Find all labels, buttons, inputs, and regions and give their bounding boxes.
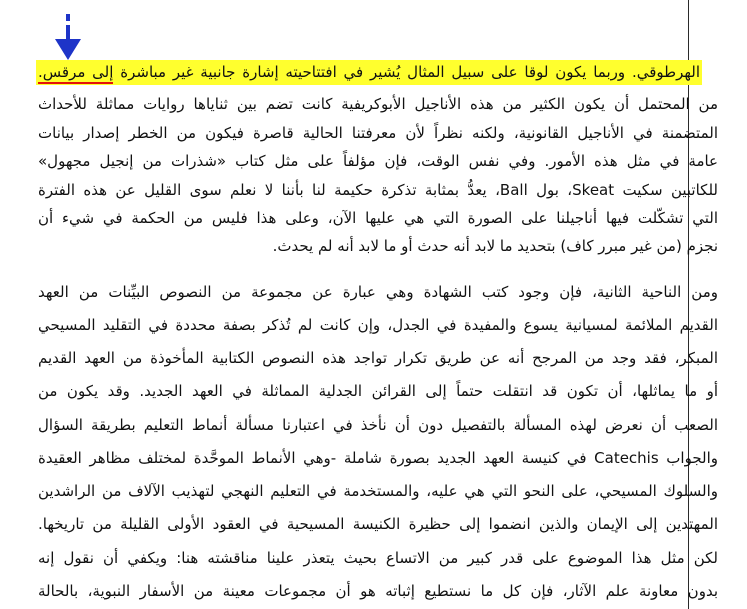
text-line: بدون معاونة علم الآثار، فإن كل ما نستطيع إثباته هو أن مجموعات معينة من الأسفار النبوية، بالحالة [38,582,718,600]
text-line: المبكر، فقد وجد من المرجح أنه عن طريق تكرار تواجد هذه النصوص الكتابية المأخوذة من العهد القديم [38,349,718,367]
highlighted-text: الهرطوقي. وربما يكون لوقا على سبيل المثال يُشير في افتتاحيته إشارة جانبية غير مباشرة [120,63,700,81]
text-line: لكن مثل هذا الموضوع على قدر كبير من الاتساع بحيث يتعذر علينا مناقشته هنا: ويكفي أن نقول إنه [38,549,718,567]
text-line: من المحتمل أن يكون الكثير من هذه الأناجيل الأبوكريفية كانت تضم بين ثناياها روايات مماثلة للأحداث [38,95,718,113]
text-line: المهتدين إلى الإيمان والذين انضموا إلى حظيرة الكنيسة المسيحية في العقود الأولى القليلة من تاريخها. [38,515,718,533]
underlined-phrase: إلى مرقس. [38,63,113,84]
arrow-down-icon [55,14,81,60]
text-line: ومن الناحية الثانية، فإن وجود كتب الشهادة وهي عبارة عن مجموعة من النصوص البيِّنات من العهد [38,283,718,301]
text-line: التي تشكّلت فيها أناجيلنا على الصورة التي هي عليها الآن، وعلى هذا فليس من الحكمة في شيء أن [38,209,718,227]
text-line-highlighted [38,59,700,85]
text-line: المتضمنة في الأناجيل القانونية، ولكنه نظراً لأن معرفتنا الحالية قاصرة فيكون من الخطر إصدار بيانات [38,124,718,142]
text-line: أو ما يماثلها، أن تكون قد انتقلت حتماً إلى القرائن الجدلية المماثلة في العهد الجديد. وقد يكون من [38,382,718,400]
text-line: والسلوك المسيحي، على النحو التي هي عليه، والمستخدمة في التعليم النهجي لتهذيب الآلاف من الراشدين [38,482,718,500]
text-line: للكاتبين سكيت Skeat، بول Ball، يعدُّ بمثابة تذكرة حكيمة لنا بأننا لا نعلم سوى القليل عن هذه الفترة [38,181,718,199]
text-line: عامة في مثل هذه الأمور. وفي نفس الوقت، فإن مؤلفاً على مثل كتاب «شذرات من إنجيل مجهول» [38,152,718,170]
text-line: القديم الملائمة لمسيانية يسوع والمفيدة في الجدل، وإن كانت لم تُذكر بصفة محددة في التقليد المسيحي [38,316,718,334]
text-line: والجواب Catechis في كنيسة العهد الجديد بصورة شاملة -وهي الأنماط الموحَّدة لمختلف مظاهر العقيدة [38,449,718,467]
text-line: الصعب أن نعرض لهذه المسألة بالتفصيل دون أن نأخذ في اعتبارنا مسألة أنماط التعليم بطريقة السؤال [38,416,718,434]
text-line-paragraph-end: نجزم (من غير مبرر كاف) بتحديد ما لابد أنه حدث أو ما لابد أنه لم يحدث. [272,237,718,255]
